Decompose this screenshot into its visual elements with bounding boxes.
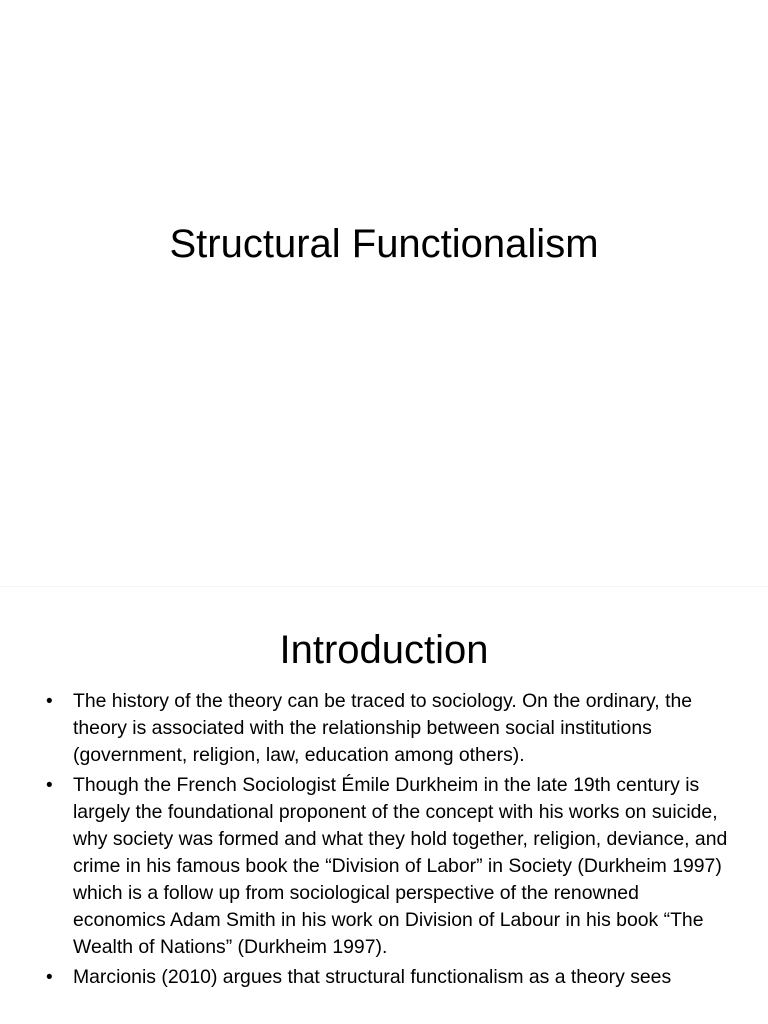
bullet-list xyxy=(46,688,736,994)
bullet-icon: • xyxy=(46,967,53,988)
bullet-item xyxy=(46,772,736,961)
bullet-text: The history of the theory can be traced to sociology. On the ordinary, the theory is associated with the relationship between social institutions (government, religion, law, education among others). xyxy=(73,690,693,766)
bullet-text: Marcionis (2010) argues that structural functionalism as a theory sees xyxy=(73,966,672,988)
slide-title: Structural Functionalism xyxy=(169,222,599,266)
slide-separator xyxy=(0,586,768,587)
bullet-icon: • xyxy=(46,691,53,712)
bullet-item xyxy=(46,964,736,991)
introduction-slide xyxy=(0,598,768,1024)
bullet-icon: • xyxy=(46,775,53,796)
bullet-item xyxy=(46,688,736,769)
slide-heading: Introduction xyxy=(279,628,489,672)
bullet-text: Though the French Sociologist Émile Durkheim in the late 19th century is largely the foundational proponent of the concept with his works on suicide, why society was formed and what they hold together, religion, deviance, and crime in his famous book the “Division of Labor” in Society (Durkheim 1997) which is a follow up from sociological perspective of the renowned economics Adam Smith in his work on Division of Labour in his book “The Wealth of Nations” (Durkheim 1997). xyxy=(73,774,728,958)
